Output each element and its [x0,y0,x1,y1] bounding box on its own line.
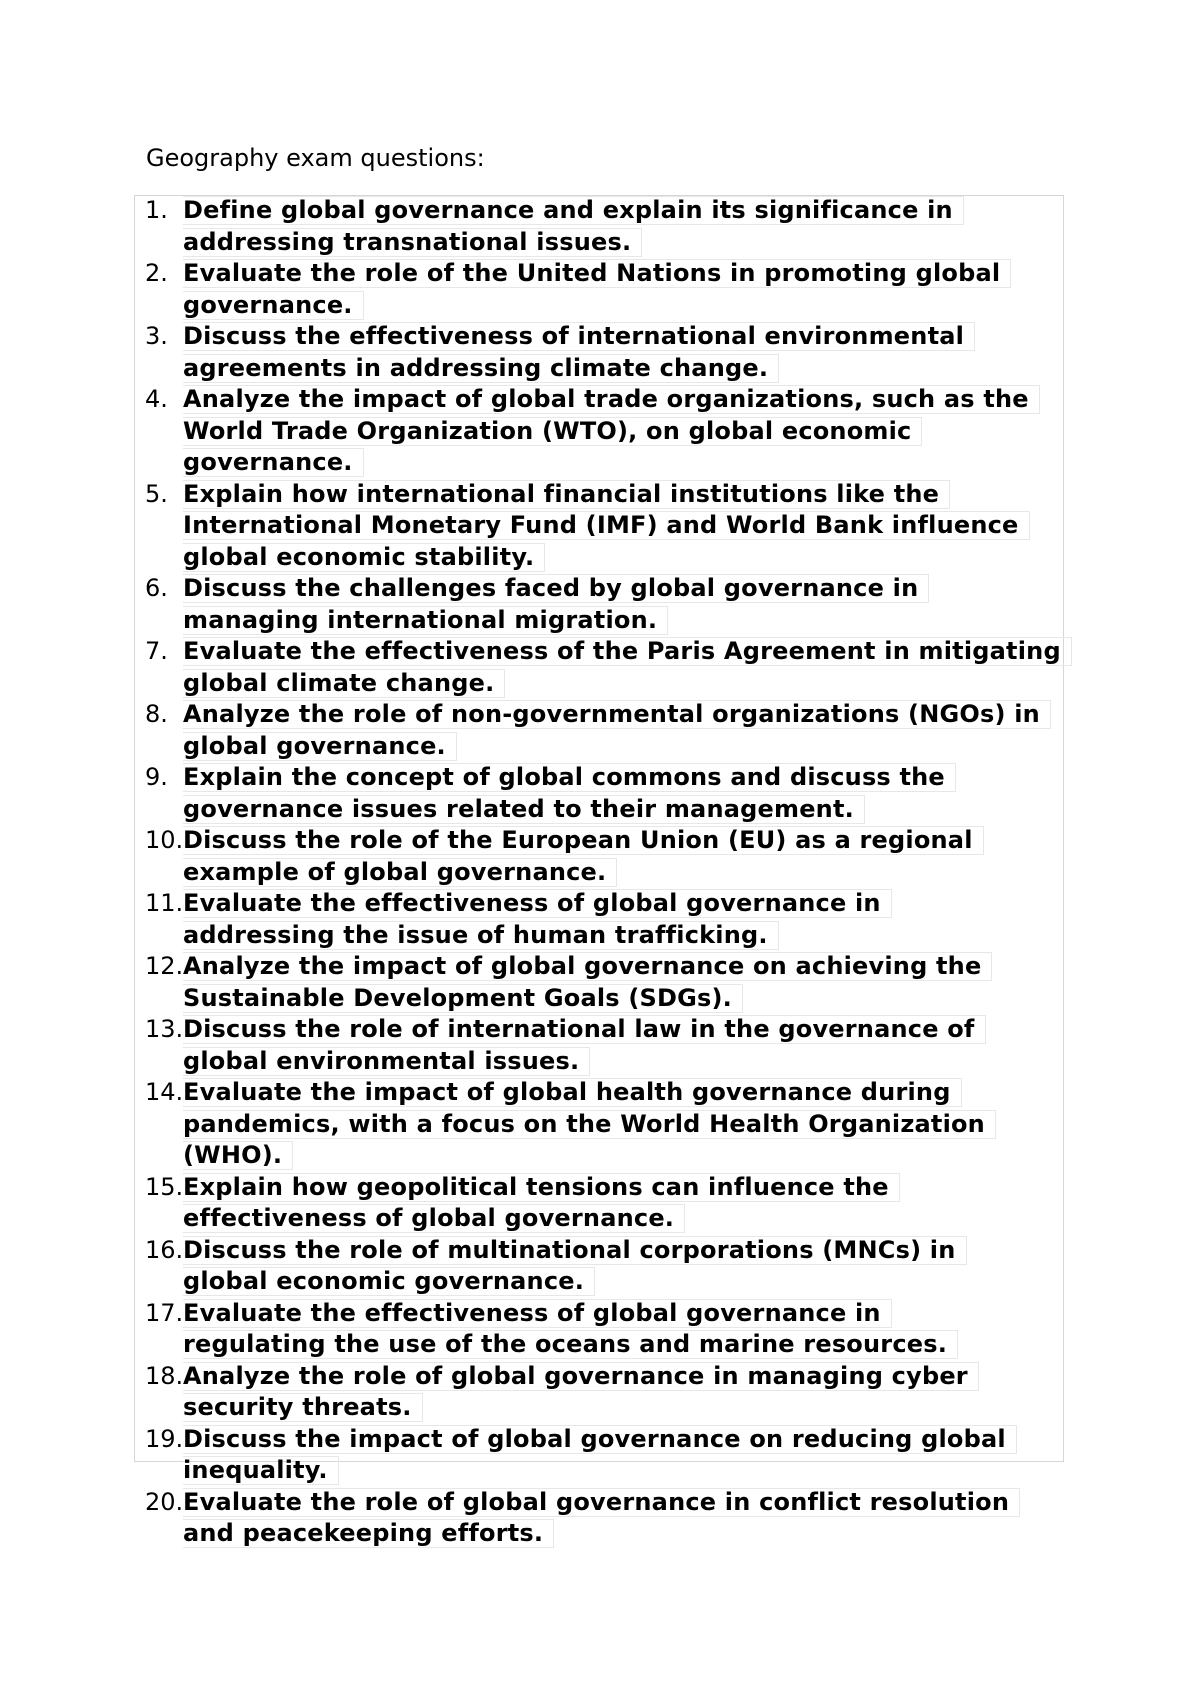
question-text-line: Explain how international financial institutions like the [183,480,950,509]
question-text-line: security threats. [183,1393,423,1422]
question-text-line: Discuss the role of international law in the governance of [183,1015,986,1044]
question-item [135,1362,1063,1425]
question-text-line: Evaluate the effectiveness of the Paris Agreement in mitigating [183,637,1072,666]
question-text-line: (WHO). [183,1141,293,1170]
question-text-line: Analyze the impact of global trade organizations, such as the [183,385,1040,414]
question-text-line: World Trade Organization (WTO), on global economic [183,417,922,446]
question-text-line: global governance. [183,732,457,761]
question-text-line: Sustainable Development Goals (SDGs). [183,984,743,1013]
question-item [135,826,1063,889]
question-text-line: agreements in addressing climate change. [183,354,779,383]
question-item [135,889,1063,952]
question-number: 7. [145,637,168,665]
question-text-line: governance. [183,291,364,320]
question-text-line: Analyze the role of global governance in managing cyber [183,1362,979,1391]
question-text-line: International Monetary Fund (IMF) and World Bank influence [183,511,1030,540]
question-item [135,700,1063,763]
question-text-line: Evaluate the role of global governance in conflict resolution [183,1488,1020,1517]
question-text-line: Discuss the effectiveness of international environmental [183,322,975,351]
question-number: 4. [145,385,168,413]
question-text-line: global economic governance. [183,1267,595,1296]
page-heading: Geography exam questions: [146,144,485,172]
question-text-line: pandemics, with a focus on the World Health Organization [183,1110,996,1139]
question-text-line: Analyze the impact of global governance on achieving the [183,952,992,981]
question-number: 18. [145,1361,184,1390]
question-number: 8. [145,700,168,728]
question-item [135,574,1063,637]
question-text-line: global economic stability. [183,543,545,572]
question-text-line: and peacekeeping efforts. [183,1519,554,1548]
question-list [135,196,1063,1551]
question-item [135,322,1063,385]
question-text-line: Explain the concept of global commons and discuss the [183,763,956,792]
question-text-line: governance issues related to their management. [183,795,865,824]
question-number: 20. [145,1487,184,1516]
question-number: 10. [145,826,184,854]
question-text-line: Discuss the challenges faced by global governance in [183,574,929,603]
question-text-line: regulating the use of the oceans and marine resources. [183,1330,958,1359]
question-number: 13. [145,1015,184,1043]
question-text-line: Discuss the role of multinational corporations (MNCs) in [183,1236,967,1265]
question-number: 9. [145,763,168,791]
question-item [135,196,1063,259]
question-text-line: effectiveness of global governance. [183,1204,685,1233]
question-text-line: global environmental issues. [183,1047,590,1076]
question-text-line: Evaluate the effectiveness of global governance in [183,889,892,918]
question-item [135,1425,1063,1488]
question-text-line: addressing the issue of human trafficking. [183,921,779,950]
question-text-line: governance. [183,448,364,477]
question-text-line: Define global governance and explain its significance in [183,196,964,225]
question-text-line: addressing transnational issues. [183,228,642,257]
question-number: 17. [145,1298,184,1327]
question-item [135,763,1063,826]
question-text-line: global climate change. [183,669,505,698]
question-number: 1. [145,196,168,224]
question-text-line: inequality. [183,1456,339,1485]
question-text-line: Explain how geopolitical tensions can influence the [183,1173,900,1202]
question-item [135,952,1063,1015]
question-number: 5. [145,479,168,508]
question-item [135,385,1063,480]
question-number: 12. [145,952,184,980]
question-item [135,1299,1063,1362]
question-text-line: Analyze the role of non-governmental organizations (NGOs) in [183,700,1051,729]
question-number: 19. [145,1424,184,1453]
question-item [135,1488,1063,1551]
question-item [135,1236,1063,1299]
question-number: 14. [145,1078,184,1106]
question-item [135,259,1063,322]
question-text-line: example of global governance. [183,858,617,887]
question-number: 15. [145,1172,184,1201]
question-number: 3. [145,322,168,350]
question-text-line: Evaluate the effectiveness of global governance in [183,1299,892,1328]
question-text-line: Evaluate the role of the United Nations in promoting global [183,259,1011,288]
question-text-line: managing international migration. [183,606,668,635]
question-text-line: Discuss the impact of global governance on reducing global [183,1425,1017,1454]
question-item [135,637,1063,700]
question-item [135,1078,1063,1173]
question-item [135,480,1063,575]
question-item [135,1173,1063,1236]
question-item [135,1015,1063,1078]
question-text-line: Evaluate the impact of global health governance during [183,1078,962,1107]
question-number: 16. [145,1235,184,1264]
question-number: 11. [145,889,184,917]
question-text-line: Discuss the role of the European Union (EU) as a regional [183,826,984,855]
question-number: 2. [145,259,168,287]
question-number: 6. [145,574,168,602]
